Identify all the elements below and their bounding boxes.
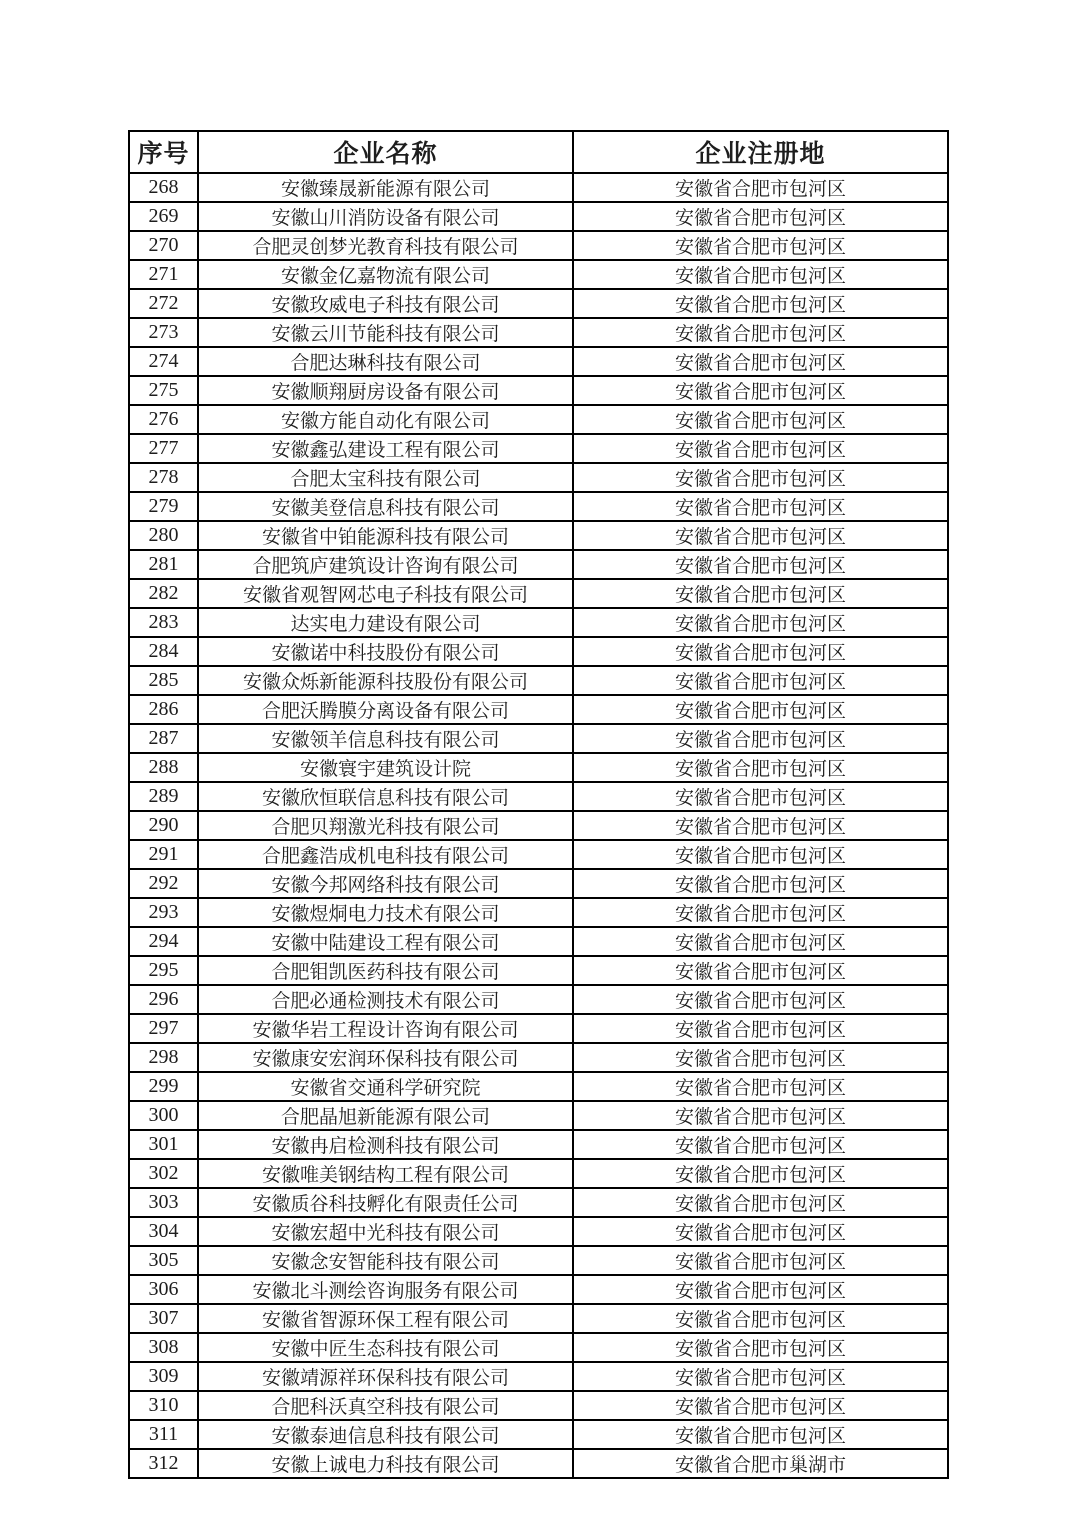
company-name-cell: 合肥鑫浩成机电科技有限公司 (198, 840, 573, 869)
serial-cell: 305 (129, 1246, 198, 1275)
company-name-cell: 安徽云川节能科技有限公司 (198, 318, 573, 347)
serial-cell: 302 (129, 1159, 198, 1188)
table-row (129, 840, 948, 869)
table-row (129, 1333, 948, 1362)
registration-place-cell: 安徽省合肥市包河区 (573, 927, 948, 956)
table-row (129, 1072, 948, 1101)
registration-place-cell: 安徽省合肥市包河区 (573, 579, 948, 608)
registration-place-cell: 安徽省合肥市包河区 (573, 173, 948, 202)
serial-cell: 297 (129, 1014, 198, 1043)
company-name-cell: 安徽美登信息科技有限公司 (198, 492, 573, 521)
serial-cell: 270 (129, 231, 198, 260)
registration-place-cell: 安徽省合肥市包河区 (573, 724, 948, 753)
registration-place-cell: 安徽省合肥市包河区 (573, 1391, 948, 1420)
company-name-cell: 安徽靖源祥环保科技有限公司 (198, 1362, 573, 1391)
serial-cell: 310 (129, 1391, 198, 1420)
table-row (129, 985, 948, 1014)
serial-cell: 301 (129, 1130, 198, 1159)
registration-place-cell: 安徽省合肥市包河区 (573, 1159, 948, 1188)
table-row (129, 550, 948, 579)
table-row (129, 782, 948, 811)
company-name-cell: 安徽北斗测绘咨询服务有限公司 (198, 1275, 573, 1304)
company-name-cell: 安徽宏超中光科技有限公司 (198, 1217, 573, 1246)
registration-place-cell: 安徽省合肥市包河区 (573, 521, 948, 550)
table-row (129, 202, 948, 231)
registration-place-cell: 安徽省合肥市包河区 (573, 289, 948, 318)
table-row (129, 869, 948, 898)
company-name-cell: 安徽众烁新能源科技股份有限公司 (198, 666, 573, 695)
serial-cell: 311 (129, 1420, 198, 1449)
serial-cell: 312 (129, 1449, 198, 1478)
serial-cell: 280 (129, 521, 198, 550)
registration-place-cell: 安徽省合肥市包河区 (573, 231, 948, 260)
table-row (129, 811, 948, 840)
company-name-cell: 安徽省观智网芯电子科技有限公司 (198, 579, 573, 608)
serial-cell: 283 (129, 608, 198, 637)
company-name-cell: 安徽金亿嘉物流有限公司 (198, 260, 573, 289)
registration-place-cell: 安徽省合肥市包河区 (573, 985, 948, 1014)
serial-cell: 288 (129, 753, 198, 782)
registration-place-cell: 安徽省合肥市包河区 (573, 550, 948, 579)
registration-place-cell: 安徽省合肥市包河区 (573, 1188, 948, 1217)
registration-place-cell: 安徽省合肥市包河区 (573, 1362, 948, 1391)
serial-cell: 300 (129, 1101, 198, 1130)
registration-place-cell: 安徽省合肥市包河区 (573, 202, 948, 231)
company-name-cell: 安徽冉启检测科技有限公司 (198, 1130, 573, 1159)
column-header-company-name: 企业名称 (198, 131, 573, 173)
registration-place-cell: 安徽省合肥市包河区 (573, 463, 948, 492)
serial-cell: 303 (129, 1188, 198, 1217)
registration-place-cell: 安徽省合肥市包河区 (573, 1420, 948, 1449)
registration-place-cell: 安徽省合肥市包河区 (573, 782, 948, 811)
registration-place-cell: 安徽省合肥市包河区 (573, 376, 948, 405)
registration-place-cell: 安徽省合肥市包河区 (573, 666, 948, 695)
serial-cell: 287 (129, 724, 198, 753)
company-name-cell: 合肥太宝科技有限公司 (198, 463, 573, 492)
company-name-cell: 合肥科沃真空科技有限公司 (198, 1391, 573, 1420)
table-row (129, 695, 948, 724)
table-row (129, 1246, 948, 1275)
table-row (129, 898, 948, 927)
table-row (129, 1420, 948, 1449)
table-row (129, 1217, 948, 1246)
company-name-cell: 安徽山川消防设备有限公司 (198, 202, 573, 231)
serial-cell: 278 (129, 463, 198, 492)
registration-place-cell: 安徽省合肥市包河区 (573, 405, 948, 434)
company-name-cell: 安徽泰迪信息科技有限公司 (198, 1420, 573, 1449)
company-name-cell: 合肥沃腾膜分离设备有限公司 (198, 695, 573, 724)
serial-cell: 285 (129, 666, 198, 695)
company-name-cell: 安徽中陆建设工程有限公司 (198, 927, 573, 956)
registration-place-cell: 安徽省合肥市包河区 (573, 869, 948, 898)
company-name-cell: 安徽玫威电子科技有限公司 (198, 289, 573, 318)
serial-cell: 284 (129, 637, 198, 666)
company-name-cell: 安徽省智源环保工程有限公司 (198, 1304, 573, 1333)
table-row (129, 927, 948, 956)
table-row (129, 1391, 948, 1420)
company-name-cell: 安徽中匠生态科技有限公司 (198, 1333, 573, 1362)
serial-cell: 276 (129, 405, 198, 434)
table-row (129, 1014, 948, 1043)
serial-cell: 298 (129, 1043, 198, 1072)
serial-cell: 304 (129, 1217, 198, 1246)
company-name-cell: 安徽臻晟新能源有限公司 (198, 173, 573, 202)
registration-place-cell: 安徽省合肥市包河区 (573, 492, 948, 521)
serial-cell: 268 (129, 173, 198, 202)
serial-cell: 272 (129, 289, 198, 318)
company-registration-table-container (128, 130, 949, 1479)
table-row (129, 173, 948, 202)
table-row (129, 405, 948, 434)
serial-cell: 289 (129, 782, 198, 811)
table-row (129, 1275, 948, 1304)
company-name-cell: 合肥晶旭新能源有限公司 (198, 1101, 573, 1130)
table-row (129, 666, 948, 695)
table-row (129, 434, 948, 463)
registration-place-cell: 安徽省合肥市包河区 (573, 318, 948, 347)
company-name-cell: 安徽鑫弘建设工程有限公司 (198, 434, 573, 463)
company-name-cell: 合肥筑庐建筑设计咨询有限公司 (198, 550, 573, 579)
column-header-serial: 序号 (129, 131, 198, 173)
company-registration-table (128, 130, 949, 1479)
registration-place-cell: 安徽省合肥市包河区 (573, 608, 948, 637)
company-name-cell: 安徽今邦网络科技有限公司 (198, 869, 573, 898)
registration-place-cell: 安徽省合肥市包河区 (573, 1333, 948, 1362)
registration-place-cell: 安徽省合肥市包河区 (573, 1275, 948, 1304)
registration-place-cell: 安徽省合肥市包河区 (573, 1043, 948, 1072)
company-name-cell: 合肥灵创梦光教育科技有限公司 (198, 231, 573, 260)
registration-place-cell: 安徽省合肥市包河区 (573, 840, 948, 869)
table-row (129, 347, 948, 376)
company-name-cell: 安徽念安智能科技有限公司 (198, 1246, 573, 1275)
serial-cell: 291 (129, 840, 198, 869)
registration-place-cell: 安徽省合肥市巢湖市 (573, 1449, 948, 1478)
registration-place-cell: 安徽省合肥市包河区 (573, 260, 948, 289)
registration-place-cell: 安徽省合肥市包河区 (573, 753, 948, 782)
table-row (129, 1362, 948, 1391)
company-name-cell: 安徽质谷科技孵化有限责任公司 (198, 1188, 573, 1217)
serial-cell: 307 (129, 1304, 198, 1333)
table-row (129, 492, 948, 521)
table-row (129, 231, 948, 260)
serial-cell: 309 (129, 1362, 198, 1391)
registration-place-cell: 安徽省合肥市包河区 (573, 898, 948, 927)
table-row (129, 724, 948, 753)
company-name-cell: 安徽诺中科技股份有限公司 (198, 637, 573, 666)
table-row (129, 637, 948, 666)
serial-cell: 274 (129, 347, 198, 376)
serial-cell: 295 (129, 956, 198, 985)
table-row (129, 1130, 948, 1159)
company-name-cell: 达实电力建设有限公司 (198, 608, 573, 637)
table-row (129, 1188, 948, 1217)
table-header (129, 131, 948, 173)
table-row (129, 1449, 948, 1478)
table-row (129, 608, 948, 637)
company-name-cell: 安徽寰宇建筑设计院 (198, 753, 573, 782)
company-name-cell: 安徽欣恒联信息科技有限公司 (198, 782, 573, 811)
company-name-cell: 安徽省中铂能源科技有限公司 (198, 521, 573, 550)
serial-cell: 308 (129, 1333, 198, 1362)
table-row (129, 956, 948, 985)
table-row (129, 376, 948, 405)
serial-cell: 294 (129, 927, 198, 956)
company-name-cell: 安徽顺翔厨房设备有限公司 (198, 376, 573, 405)
serial-cell: 299 (129, 1072, 198, 1101)
company-name-cell: 安徽煜烔电力技术有限公司 (198, 898, 573, 927)
registration-place-cell: 安徽省合肥市包河区 (573, 1014, 948, 1043)
company-name-cell: 合肥必通检测技术有限公司 (198, 985, 573, 1014)
serial-cell: 296 (129, 985, 198, 1014)
registration-place-cell: 安徽省合肥市包河区 (573, 1246, 948, 1275)
company-name-cell: 安徽唯美钢结构工程有限公司 (198, 1159, 573, 1188)
table-row (129, 318, 948, 347)
company-name-cell: 安徽华岩工程设计咨询有限公司 (198, 1014, 573, 1043)
registration-place-cell: 安徽省合肥市包河区 (573, 1101, 948, 1130)
table-row (129, 753, 948, 782)
serial-cell: 273 (129, 318, 198, 347)
serial-cell: 292 (129, 869, 198, 898)
table-row (129, 289, 948, 318)
serial-cell: 290 (129, 811, 198, 840)
registration-place-cell: 安徽省合肥市包河区 (573, 1217, 948, 1246)
registration-place-cell: 安徽省合肥市包河区 (573, 956, 948, 985)
serial-cell: 281 (129, 550, 198, 579)
company-name-cell: 安徽方能自动化有限公司 (198, 405, 573, 434)
serial-cell: 269 (129, 202, 198, 231)
table-body (129, 173, 948, 1478)
serial-cell: 275 (129, 376, 198, 405)
table-row (129, 1304, 948, 1333)
table-row (129, 463, 948, 492)
registration-place-cell: 安徽省合肥市包河区 (573, 811, 948, 840)
company-name-cell: 合肥钼凯医药科技有限公司 (198, 956, 573, 985)
serial-cell: 271 (129, 260, 198, 289)
serial-cell: 279 (129, 492, 198, 521)
company-name-cell: 安徽康安宏润环保科技有限公司 (198, 1043, 573, 1072)
registration-place-cell: 安徽省合肥市包河区 (573, 1130, 948, 1159)
company-name-cell: 安徽上诚电力科技有限公司 (198, 1449, 573, 1478)
company-name-cell: 安徽省交通科学研究院 (198, 1072, 573, 1101)
registration-place-cell: 安徽省合肥市包河区 (573, 1072, 948, 1101)
company-name-cell: 安徽领羊信息科技有限公司 (198, 724, 573, 753)
company-name-cell: 合肥贝翔激光科技有限公司 (198, 811, 573, 840)
serial-cell: 282 (129, 579, 198, 608)
column-header-registration-place: 企业注册地 (573, 131, 948, 173)
serial-cell: 293 (129, 898, 198, 927)
registration-place-cell: 安徽省合肥市包河区 (573, 347, 948, 376)
table-row (129, 579, 948, 608)
registration-place-cell: 安徽省合肥市包河区 (573, 1304, 948, 1333)
table-row (129, 260, 948, 289)
serial-cell: 286 (129, 695, 198, 724)
table-row (129, 1101, 948, 1130)
table-row (129, 1043, 948, 1072)
table-row (129, 521, 948, 550)
registration-place-cell: 安徽省合肥市包河区 (573, 434, 948, 463)
registration-place-cell: 安徽省合肥市包河区 (573, 695, 948, 724)
company-name-cell: 合肥达琳科技有限公司 (198, 347, 573, 376)
registration-place-cell: 安徽省合肥市包河区 (573, 637, 948, 666)
table-row (129, 1159, 948, 1188)
serial-cell: 277 (129, 434, 198, 463)
table-header-row (129, 131, 948, 173)
serial-cell: 306 (129, 1275, 198, 1304)
